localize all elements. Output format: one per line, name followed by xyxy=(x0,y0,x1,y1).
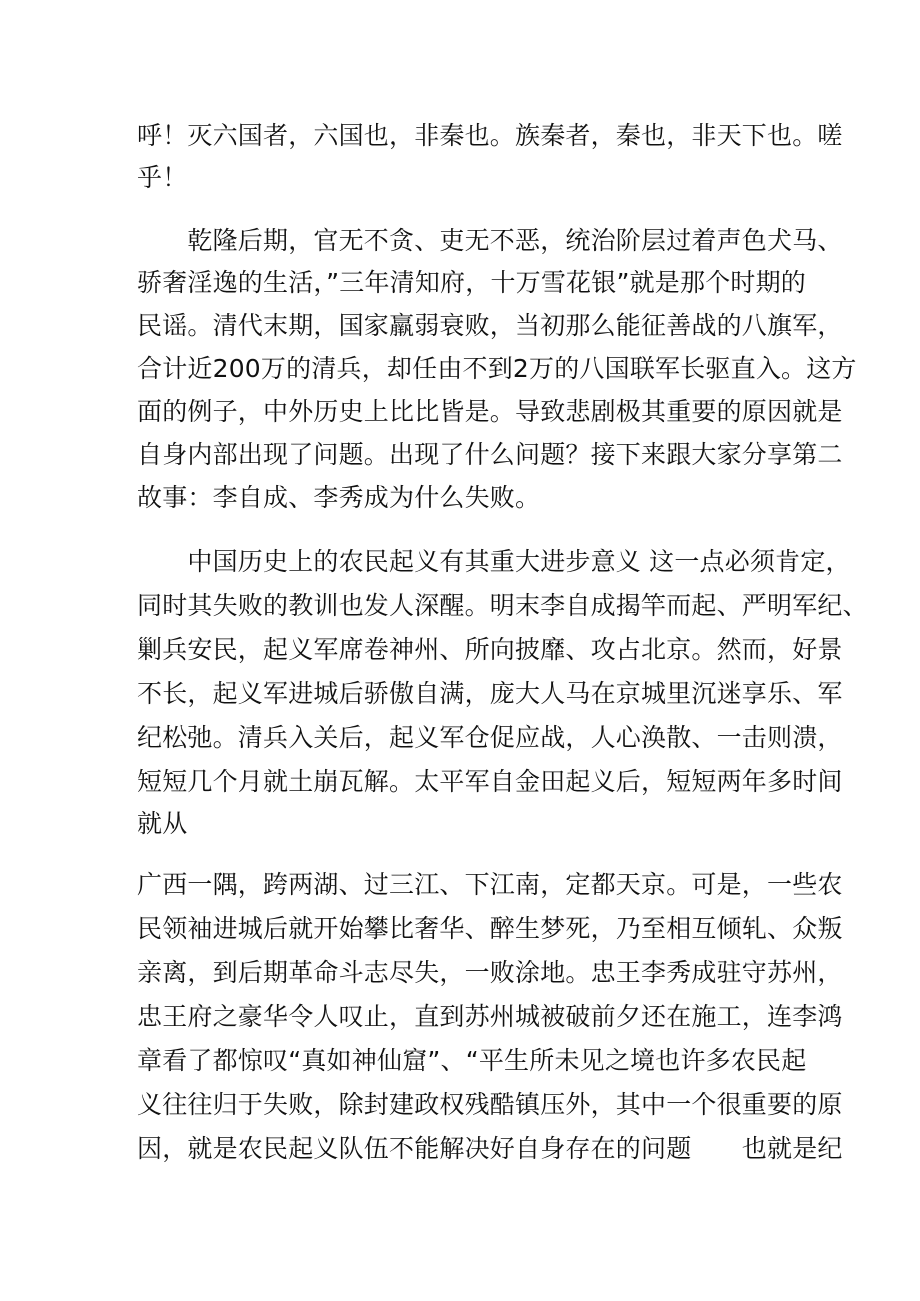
text-line: 纪松弛。清兵入关后，起义军仓促应战，人心涣散、一击则溃， xyxy=(137,723,843,752)
text-line: 义往往归于失败，除封建政权残酷镇压外，其中一个很重要的原 xyxy=(137,1090,843,1119)
text-line: 故事：李自成、李秀成为什么失败。 xyxy=(137,483,541,512)
text-line: 因，就是农民起义队伍不能解决好自身存在的问题 也就是纪 xyxy=(137,1134,843,1163)
text-line: 亲离，到后期革命斗志尽失，一败涂地。忠王李秀成驻守苏州， xyxy=(137,958,843,987)
text-line: 面的例子，中外历史上比比皆是。导致悲剧极其重要的原因就是 xyxy=(137,397,843,426)
text-line: 自身内部出现了问题。出现了什么问题？接下来跟大家分享第二 xyxy=(137,440,843,469)
text-line: 短短几个月就土崩瓦解。太平军自金田起义后，短短两年多时间 xyxy=(137,767,843,796)
text-line: 乎！ xyxy=(137,163,188,192)
text-line: 民领袖进城后就开始攀比奢华、醉生梦死，乃至相互倾轧、众叛 xyxy=(137,914,843,943)
text-line: 不长，起义军进城后骄傲自满，庞大人马在京城里沉迷享乐、军 xyxy=(137,679,843,708)
text-line: 中国历史上的农民起义有其重大进步意义 这一点必须肯定， xyxy=(137,547,851,576)
text-line: 剿兵安民，起义军席卷神州、所向披靡、攻占北京。然而，好景 xyxy=(137,635,843,664)
text-line: 同时其失败的教训也发人深醒。明末李自成揭竿而起、严明军纪、 xyxy=(137,591,868,620)
text-line: 章看了都惊叹“真如神仙窟”、“平生所未见之境也许多农民起 xyxy=(137,1046,807,1075)
text-line: 广西一隅，跨两湖、过三江、下江南，定都天京。可是，一些农 xyxy=(137,870,843,899)
text-line: 合计近200万的清兵，却任由不到2万的八国联军长驱直入。这方 xyxy=(137,354,857,383)
text-line: 忠王府之豪华令人叹止，直到苏州城被破前夕还在施工，连李鸿 xyxy=(137,1002,843,1031)
text-line: 骄奢淫逸的生活，”三年清知府，十万雪花银”就是那个时期的 xyxy=(137,268,807,297)
text-line: 呼！灭六国者，六国也，非秦也。族秦者，秦也，非天下也。嗟 xyxy=(137,121,843,150)
text-line: 乾隆后期，官无不贪、吏无不恶，统治阶层过着声色犬马、 xyxy=(137,226,843,255)
text-line: 民谣。清代末期，国家羸弱衰败，当初那么能征善战的八旗军， xyxy=(137,311,843,340)
text-line: 就从 xyxy=(137,809,188,838)
